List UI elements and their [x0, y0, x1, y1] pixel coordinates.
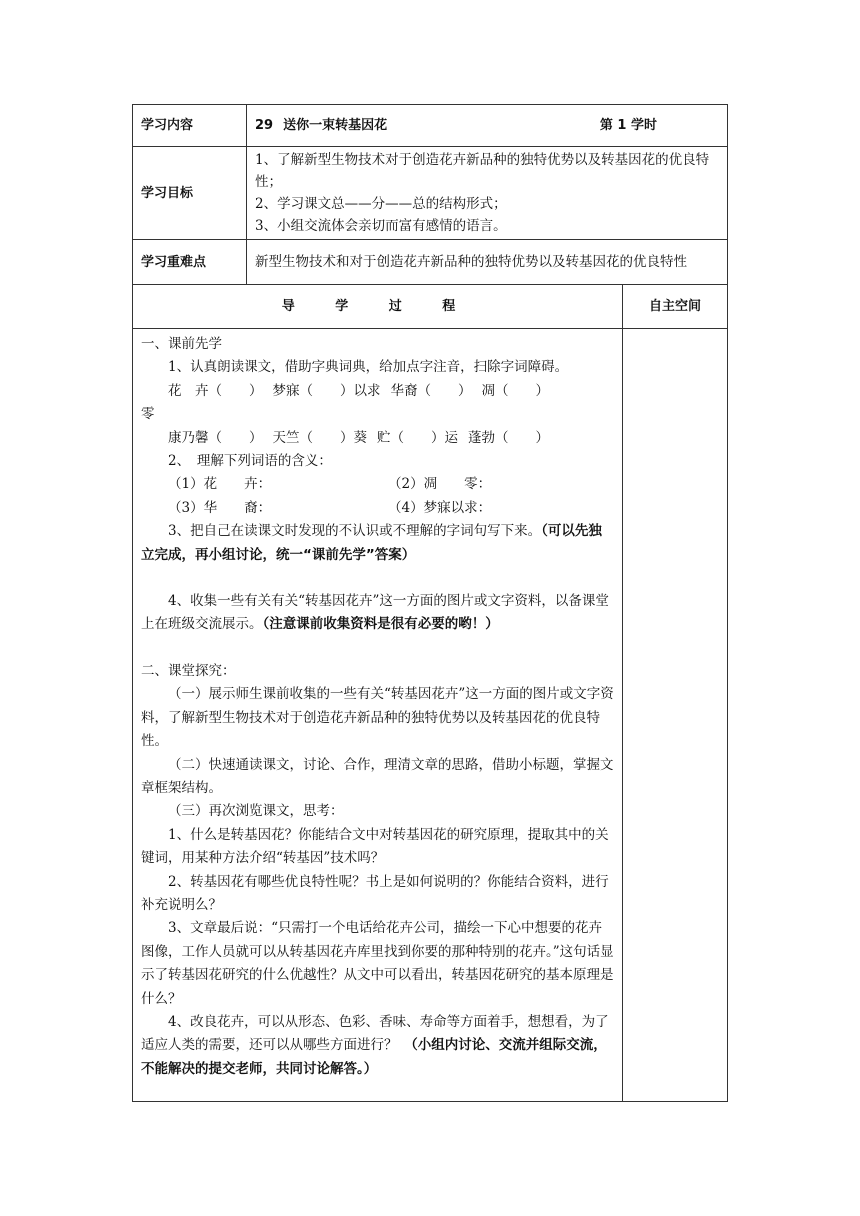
lesson-period: 第 1 学时 — [599, 118, 657, 133]
word-blank: 天竺（ ）葵 — [272, 429, 367, 446]
self-study-space[interactable] — [623, 329, 728, 1102]
s1-item2: 2、 理解下列词语的含义： — [168, 453, 332, 470]
process-header-row — [133, 285, 728, 329]
word-blank: 康乃馨（ ） — [168, 429, 263, 446]
lesson-title: 送你一束转基因花 — [283, 118, 388, 133]
goals-cell — [247, 147, 728, 240]
lesson-title-cell — [247, 105, 728, 147]
study-guide-table — [132, 104, 728, 1102]
pinyin-row-1 — [141, 380, 614, 403]
s1-item4 — [141, 590, 614, 637]
process-body-row — [133, 329, 728, 1102]
s1-item3-text: 3、把自己在读课文时发现的不认识或不理解的字词句写下来。 — [168, 523, 542, 540]
s2-p3: （三）再次浏览课文，思考： — [168, 803, 344, 820]
content-row — [133, 105, 728, 147]
meaning-item: （3）华 裔： — [168, 499, 272, 516]
side-space-title: 自主空间 — [623, 285, 728, 329]
content-label: 学习内容 — [133, 105, 247, 147]
word-blank: 花 卉（ ） — [168, 382, 263, 399]
goals-row — [133, 147, 728, 240]
meaning-item: （1）花 卉： — [168, 476, 272, 493]
word-blank: 梦寐（ ）以求 — [272, 382, 381, 399]
s2-q4-text: 4、改良花卉，可以从形态、色彩、香味、寿命等方面着手，想想看，为了适应人类的需要，还可以从哪些方面进行？ — [141, 1013, 609, 1054]
keypoints-text: 新型生物技术和对于创造花卉新品种的独特优势以及转基因花的优良特性 — [247, 240, 728, 285]
s2-q4-note: （小组内讨论、交流并组际交流，不能解决的提交老师，共同讨论解答。） — [141, 1037, 607, 1077]
s2-p2: （二）快速通读课文，讨论、合作，理清文章的思路，借助小标题，掌握文章框架结构。 — [141, 756, 614, 796]
guide-content — [133, 329, 623, 1102]
s1-item4-text: 4、收集一些有关有关“转基因花卉”这一方面的图片或文字资料，以备课堂上在班级交流展示。 — [141, 593, 609, 633]
s2-q2: 2、转基因花有哪些优良特性呢？书上是如何说明的？你能结合资料，进行补充说明么？ — [141, 873, 609, 913]
word-blank: 蓬勃（ ） — [468, 429, 549, 446]
s2-q1: 1、什么是转基因花？你能结合文中对转基因花的研究原理，提取其中的关键词，用某种方法介绍“转基因”技术吗？ — [141, 826, 609, 867]
process-title: 导 学 过 程 — [281, 299, 474, 314]
meaning-item: （4）梦寐以求： — [388, 499, 492, 516]
meaning-grid — [141, 473, 614, 520]
word-wrap: 零 — [141, 406, 155, 423]
keypoints-label: 学习重难点 — [133, 240, 247, 285]
goal-item: 1、了解新型生物技术对于创造花卉新品种的独特优势以及转基因花的优良特性； — [255, 152, 710, 190]
section2-heading: 二、课堂探究： — [141, 662, 236, 679]
lesson-number: 29 — [255, 118, 274, 133]
keypoints-row — [133, 240, 728, 285]
goal-item: 3、小组交流体会亲切而富有感情的语言。 — [255, 218, 507, 234]
s2-q3: 3、文章最后说：“只需打一个电话给花卉公司，描绘一下心中想要的花卉图像，工作人员就可以从转基因花卉库里找到你要的那种特别的花卉。”这句话显示了转基因花研究的什么优越性？从文中可以看出，转基因花研究的基本原理是什么？ — [141, 920, 614, 1007]
word-blank: 华裔（ ） — [390, 382, 472, 399]
s1-item3 — [141, 520, 614, 567]
s2-p1: （一）展示师生课前收集的一些有关“转基因花卉”这一方面的图片或文字资料，了解新型生物技术对于创造花卉新品种的独特优势以及转基因花的优良特性。 — [141, 686, 614, 750]
s2-q4 — [141, 1011, 614, 1081]
goals-label: 学习目标 — [133, 147, 247, 240]
process-title-cell — [133, 285, 623, 329]
meaning-item: （2）凋 零： — [388, 476, 492, 493]
section1-heading: 一、课前先学 — [141, 336, 222, 352]
word-blank: 贮（ ）运 — [377, 429, 458, 446]
s1-item1: 1、认真朗读课文，借助字典词典，给加点字注音，扫除字词障碍。 — [168, 359, 569, 376]
goal-item: 2、学习课文总——分——总的结构形式； — [255, 196, 507, 212]
s1-item3-note: （可以先独立完成，再小组讨论，统一“课前先学”答案） — [141, 523, 602, 563]
word-blank: 凋（ ） — [481, 382, 549, 399]
s1-item4-note: （注意课前收集资料是很有必要的哟！） — [262, 616, 499, 633]
pinyin-row-2 — [141, 427, 614, 450]
